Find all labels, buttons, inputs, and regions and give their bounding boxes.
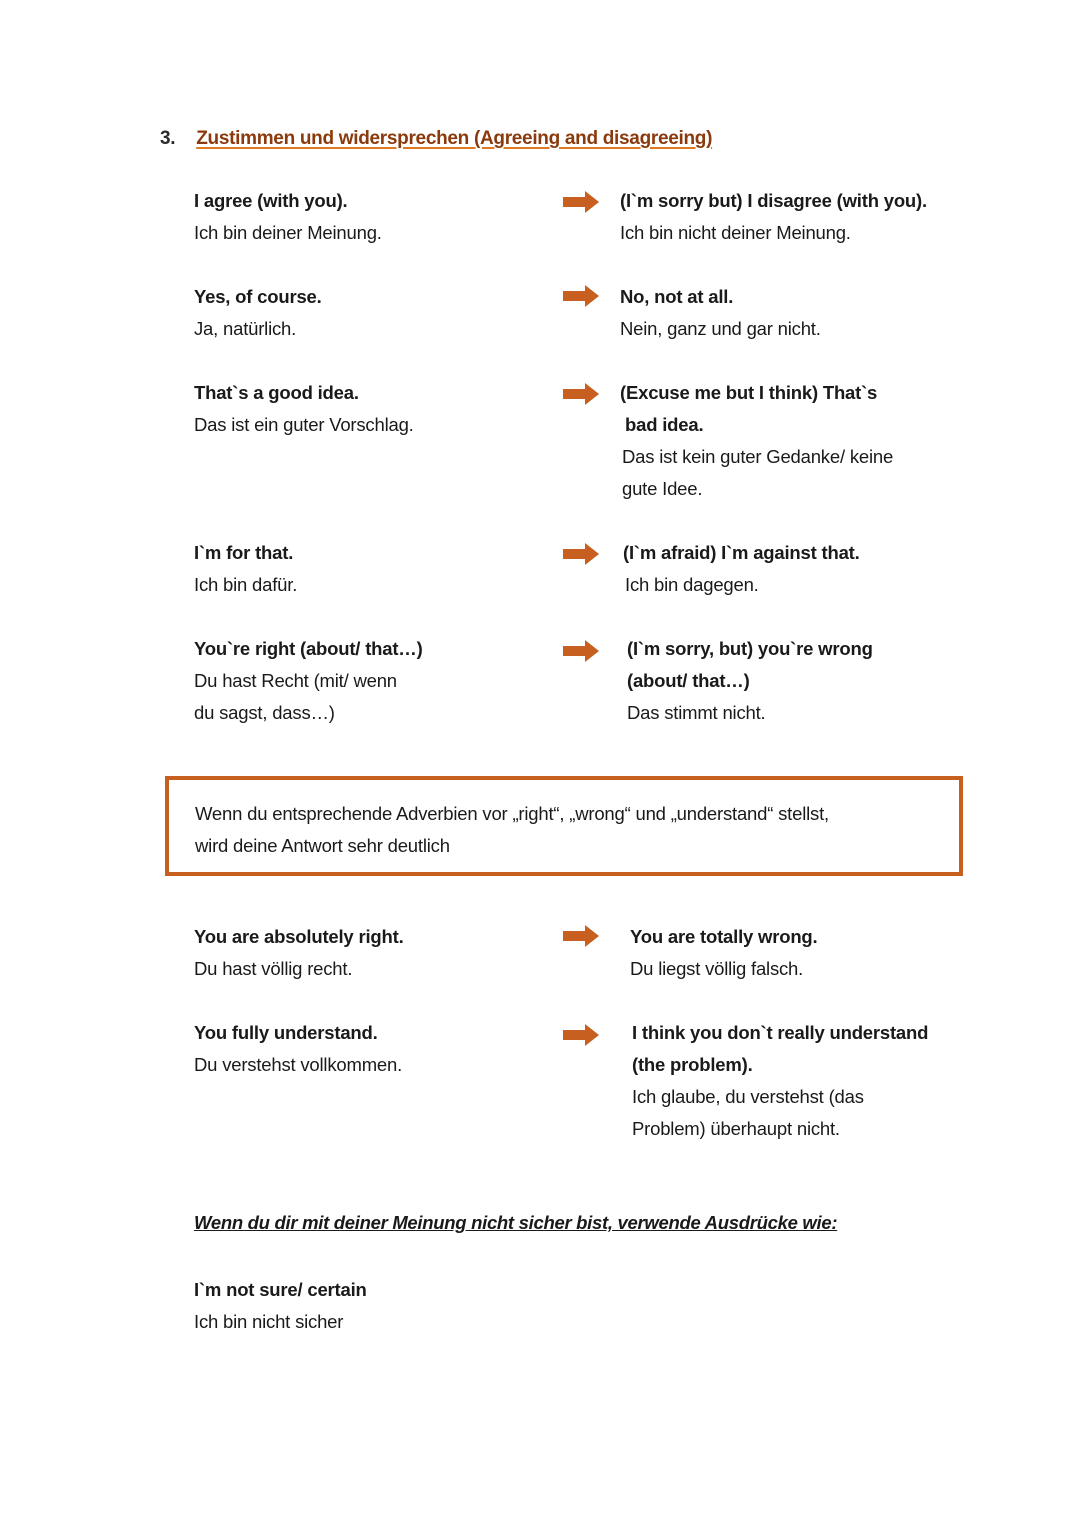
agree-column bbox=[194, 633, 423, 729]
uncertain-heading: Wenn du dir mit deiner Meinung nicht sicher bist, verwende Ausdrücke wie: bbox=[194, 1212, 838, 1233]
disagree-german: Das ist kein guter Gedanke/ keine bbox=[622, 446, 894, 467]
agree-german-cont: du sagst, dass…) bbox=[194, 702, 335, 723]
disagree-english: I think you don`t really understand bbox=[632, 1022, 929, 1043]
adverb-note-line-1: Wenn du entsprechende Adverbien vor „right“, „wrong“ und „understand“ stellst, bbox=[195, 803, 829, 824]
disagree-german: Ich bin dagegen. bbox=[625, 574, 759, 595]
disagree-column bbox=[632, 1017, 928, 1145]
agree-german: Ich bin deiner Meinung. bbox=[194, 222, 382, 243]
disagree-english: You are totally wrong. bbox=[630, 926, 818, 947]
adverb-note-box bbox=[165, 776, 963, 876]
disagree-column bbox=[620, 185, 927, 249]
agree-english: That`s a good idea. bbox=[194, 382, 359, 403]
uncertain-english: I`m not sure/ certain bbox=[194, 1279, 367, 1300]
disagree-german-cont: Problem) überhaupt nicht. bbox=[632, 1118, 840, 1139]
agree-english: You fully understand. bbox=[194, 1022, 378, 1043]
disagree-german: Ich bin nicht deiner Meinung. bbox=[620, 222, 851, 243]
uncertain-german: Ich bin nicht sicher bbox=[194, 1311, 344, 1332]
uncertain-column bbox=[194, 1274, 367, 1338]
disagree-english: (Excuse me but I think) That`s bbox=[620, 382, 878, 403]
right-arrow-icon bbox=[563, 383, 599, 405]
disagree-column bbox=[630, 921, 817, 985]
agree-english: I`m for that. bbox=[194, 542, 294, 563]
disagree-english: (I`m sorry but) I disagree (with you). bbox=[620, 190, 927, 211]
agree-column bbox=[194, 537, 297, 601]
disagree-english: (I`m afraid) I`m against that. bbox=[623, 542, 860, 563]
agree-column bbox=[194, 921, 404, 985]
right-arrow-icon bbox=[563, 191, 599, 213]
agree-german: Du hast Recht (mit/ wenn bbox=[194, 670, 397, 691]
agree-english: Yes, of course. bbox=[194, 286, 322, 307]
disagree-column bbox=[620, 377, 893, 505]
disagree-english-cont: (the problem). bbox=[632, 1054, 753, 1075]
agree-column bbox=[194, 281, 322, 345]
disagree-german: Nein, ganz und gar nicht. bbox=[620, 318, 821, 339]
disagree-column bbox=[627, 633, 873, 729]
section-number: 3. bbox=[160, 128, 176, 149]
right-arrow-icon bbox=[563, 1024, 599, 1046]
adverb-note-line-2: wird deine Antwort sehr deutlich bbox=[195, 835, 450, 856]
right-arrow-icon bbox=[563, 543, 599, 565]
disagree-german-cont: gute Idee. bbox=[622, 478, 703, 499]
agree-german: Ja, natürlich. bbox=[194, 318, 297, 339]
agree-column bbox=[194, 377, 414, 441]
agree-german: Du hast völlig recht. bbox=[194, 958, 353, 979]
right-arrow-icon bbox=[563, 285, 599, 307]
disagree-german: Du liegst völlig falsch. bbox=[630, 958, 804, 979]
agree-english: I agree (with you). bbox=[194, 190, 348, 211]
disagree-english: No, not at all. bbox=[620, 286, 734, 307]
disagree-english: (I`m sorry, but) you`re wrong bbox=[627, 638, 873, 659]
right-arrow-icon bbox=[563, 925, 599, 947]
disagree-column bbox=[620, 281, 821, 345]
agree-german: Du verstehst vollkommen. bbox=[194, 1054, 403, 1075]
agree-column bbox=[194, 1017, 402, 1081]
agree-german: Das ist ein guter Vorschlag. bbox=[194, 414, 414, 435]
section-title: Zustimmen und widersprechen (Agreeing and disagreeing) bbox=[196, 128, 713, 149]
agree-english: You are absolutely right. bbox=[194, 926, 404, 947]
disagree-german: Das stimmt nicht. bbox=[627, 702, 766, 723]
agree-column bbox=[194, 185, 382, 249]
agree-english: You`re right (about/ that…) bbox=[194, 638, 423, 659]
disagree-english-cont: bad idea. bbox=[625, 414, 704, 435]
adverb-note-text bbox=[195, 798, 955, 862]
section-heading bbox=[160, 128, 712, 150]
disagree-column bbox=[623, 537, 860, 601]
agree-german: Ich bin dafür. bbox=[194, 574, 298, 595]
right-arrow-icon bbox=[563, 640, 599, 662]
disagree-english-cont: (about/ that…) bbox=[627, 670, 750, 691]
disagree-german: Ich glaube, du verstehst (das bbox=[632, 1086, 864, 1107]
